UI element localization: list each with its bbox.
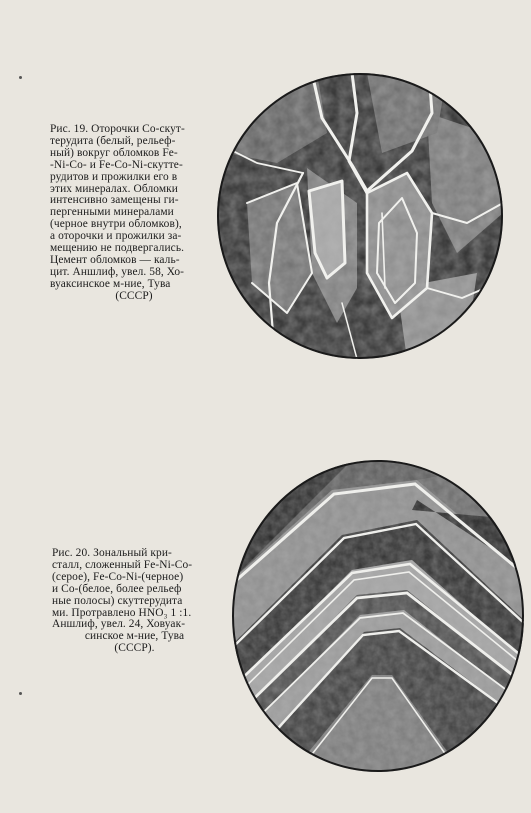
caption-line: синское м-ние, Тува <box>84 630 185 643</box>
micrograph-figure-20 <box>232 460 524 772</box>
figure-19-caption <box>50 124 218 303</box>
caption-line: (серое), Fe-Co-Ni-(черное) <box>52 570 184 583</box>
caption-line: ми. Протравлено HNO₃ 1 :1. <box>52 606 192 619</box>
caption-line: -Ni-Co- и Fe-Co-Ni-скутте- <box>50 158 183 171</box>
figure-20-caption <box>52 548 217 655</box>
caption-line: и Co-(белое, более рельеф <box>52 582 182 595</box>
caption-line: а оторочки и прожилки за- <box>50 230 182 243</box>
caption-line: ный) вокруг обломков Fe- <box>50 146 178 159</box>
caption-line: мещению не подвергались. <box>50 242 185 255</box>
caption-line: интенсивно замещены ги- <box>50 194 179 207</box>
caption-line: этих минералах. Обломки <box>50 182 178 195</box>
caption-line: вуаксинское м-ние, Тува <box>50 277 171 290</box>
print-speck <box>19 76 22 79</box>
caption-line: цит. Аншлиф, увел. 58, Хо- <box>50 265 185 278</box>
caption-line: пергенными минералами <box>50 206 174 219</box>
caption-line: (СССР) <box>115 289 153 302</box>
caption-line: Цемент обломков — каль- <box>50 253 180 266</box>
caption-line: Аншлиф, увел. 24, Ховуак- <box>52 618 186 631</box>
caption-line: (СССР). <box>114 642 155 655</box>
caption-line: Рис. 19. Оторочки Co-скут- <box>50 123 185 135</box>
micrograph-figure-19 <box>217 73 503 359</box>
caption-line: рудитов и прожилки его в <box>50 170 178 183</box>
print-speck <box>19 692 22 695</box>
caption-line: (черное внутри обломков), <box>50 218 182 231</box>
caption-line: терудита (белый, рельеф- <box>50 134 176 147</box>
caption-line: ные полосы) скуттерудита <box>52 594 183 607</box>
caption-line: сталл, сложенный Fe-Ni-Co- <box>52 558 193 571</box>
caption-line: Рис. 20. Зональный кри- <box>52 547 172 559</box>
